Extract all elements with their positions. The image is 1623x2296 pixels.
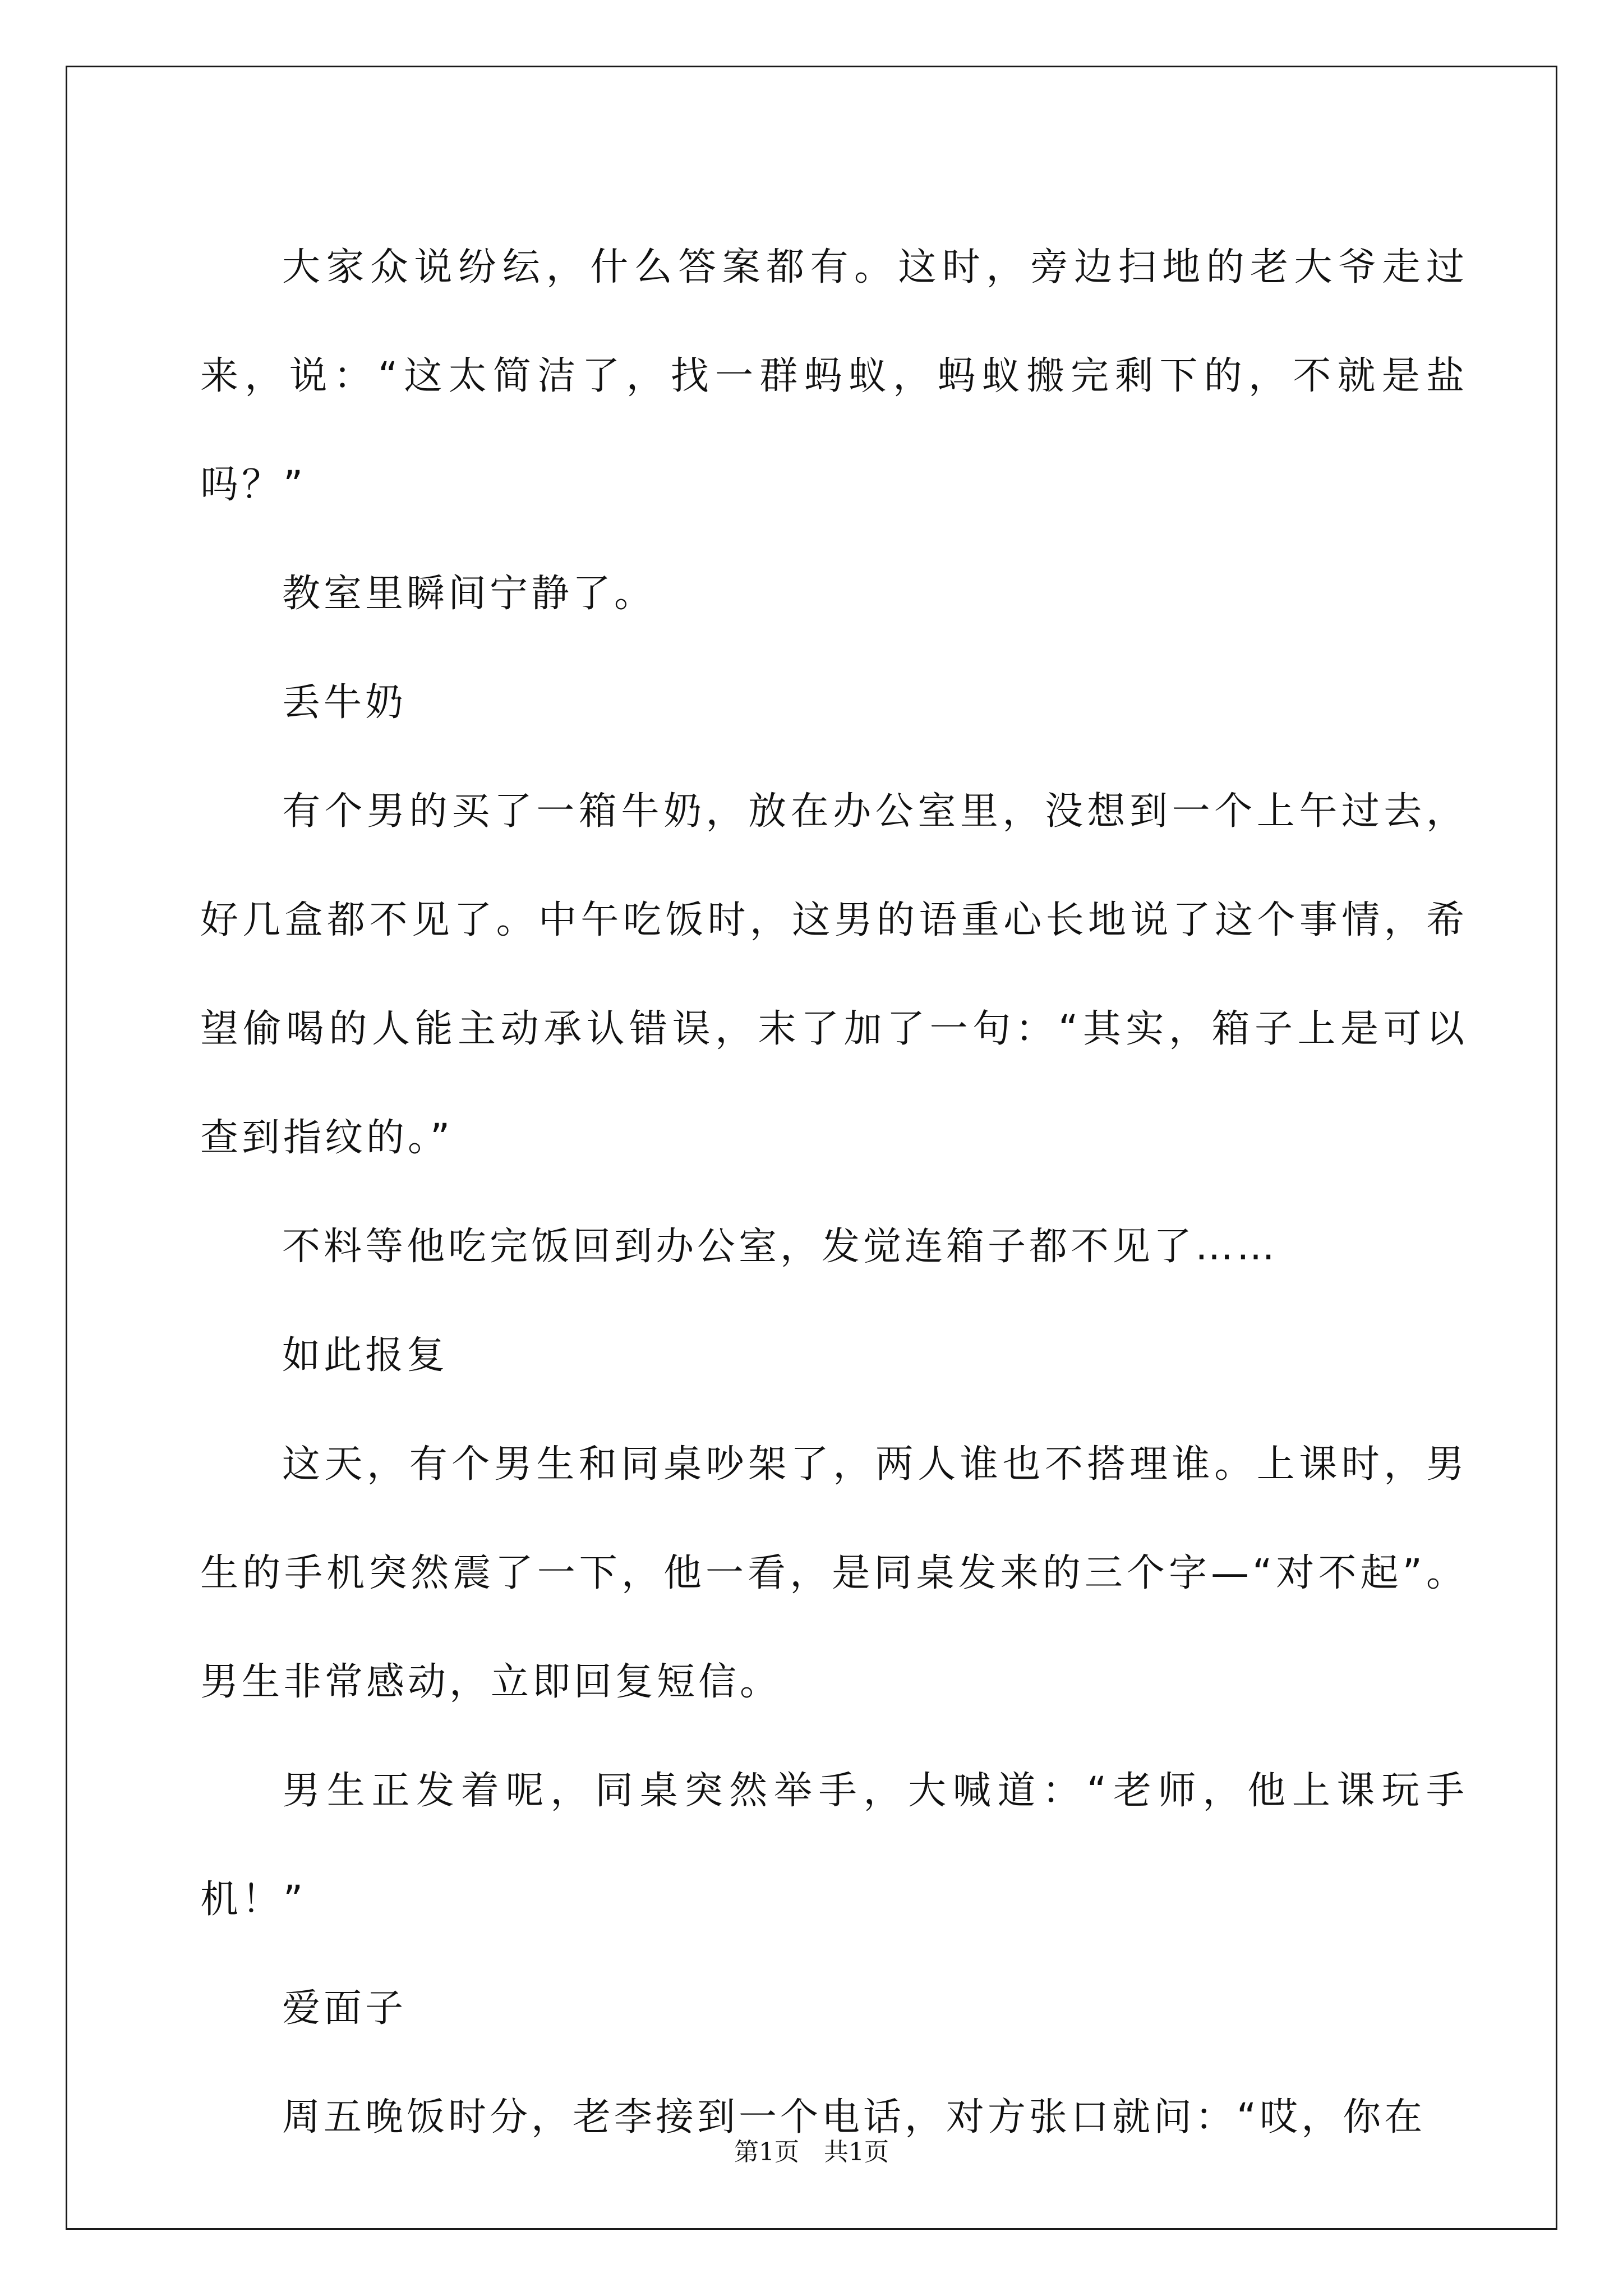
paragraph: 不料等他吃完饭回到办公室，发觉连箱子都不见了…… xyxy=(282,1225,1279,1269)
paragraph: 周五晚饭时分，老李接到一个电话，对方张口就问：“哎，你在 xyxy=(282,2095,1426,2139)
section-heading: 如此报复 xyxy=(282,1333,449,1378)
paragraph: 有个男的买了一箱牛奶，放在办公室里，没想到一个上午过去，好几盒都不见了。中午吃饭时，这男的语重心长地说了这个事情，希望偷喝的人能主动承认错误，末了加了一句：“其实，箱子上是可以查到指纹的。” xyxy=(200,789,1468,1160)
section-heading: 爱面子 xyxy=(282,1986,407,2031)
document-body xyxy=(200,213,1468,2172)
page-footer: 第1页 共1页 xyxy=(734,2138,889,2166)
paragraph: 教室里瞬间宁静了。 xyxy=(282,572,656,616)
paragraph: 大家众说纷纭，什么答案都有。这时，旁边扫地的老大爷走过来，说：“这太简洁了，找一群蚂蚁，蚂蚁搬完剩下的，不就是盐吗？” xyxy=(200,245,1468,507)
paragraph: 这天，有个男生和同桌吵架了，两人谁也不搭理谁。上课时，男生的手机突然震了一下，他一看，是同桌发来的三个字—“对不起”。男生非常感动，立即回复短信。 xyxy=(200,1442,1468,1704)
paragraph: 男生正发着呢，同桌突然举手，大喊道：“老师，他上课玩手机！” xyxy=(200,1769,1468,1922)
section-heading: 丢牛奶 xyxy=(282,680,407,725)
